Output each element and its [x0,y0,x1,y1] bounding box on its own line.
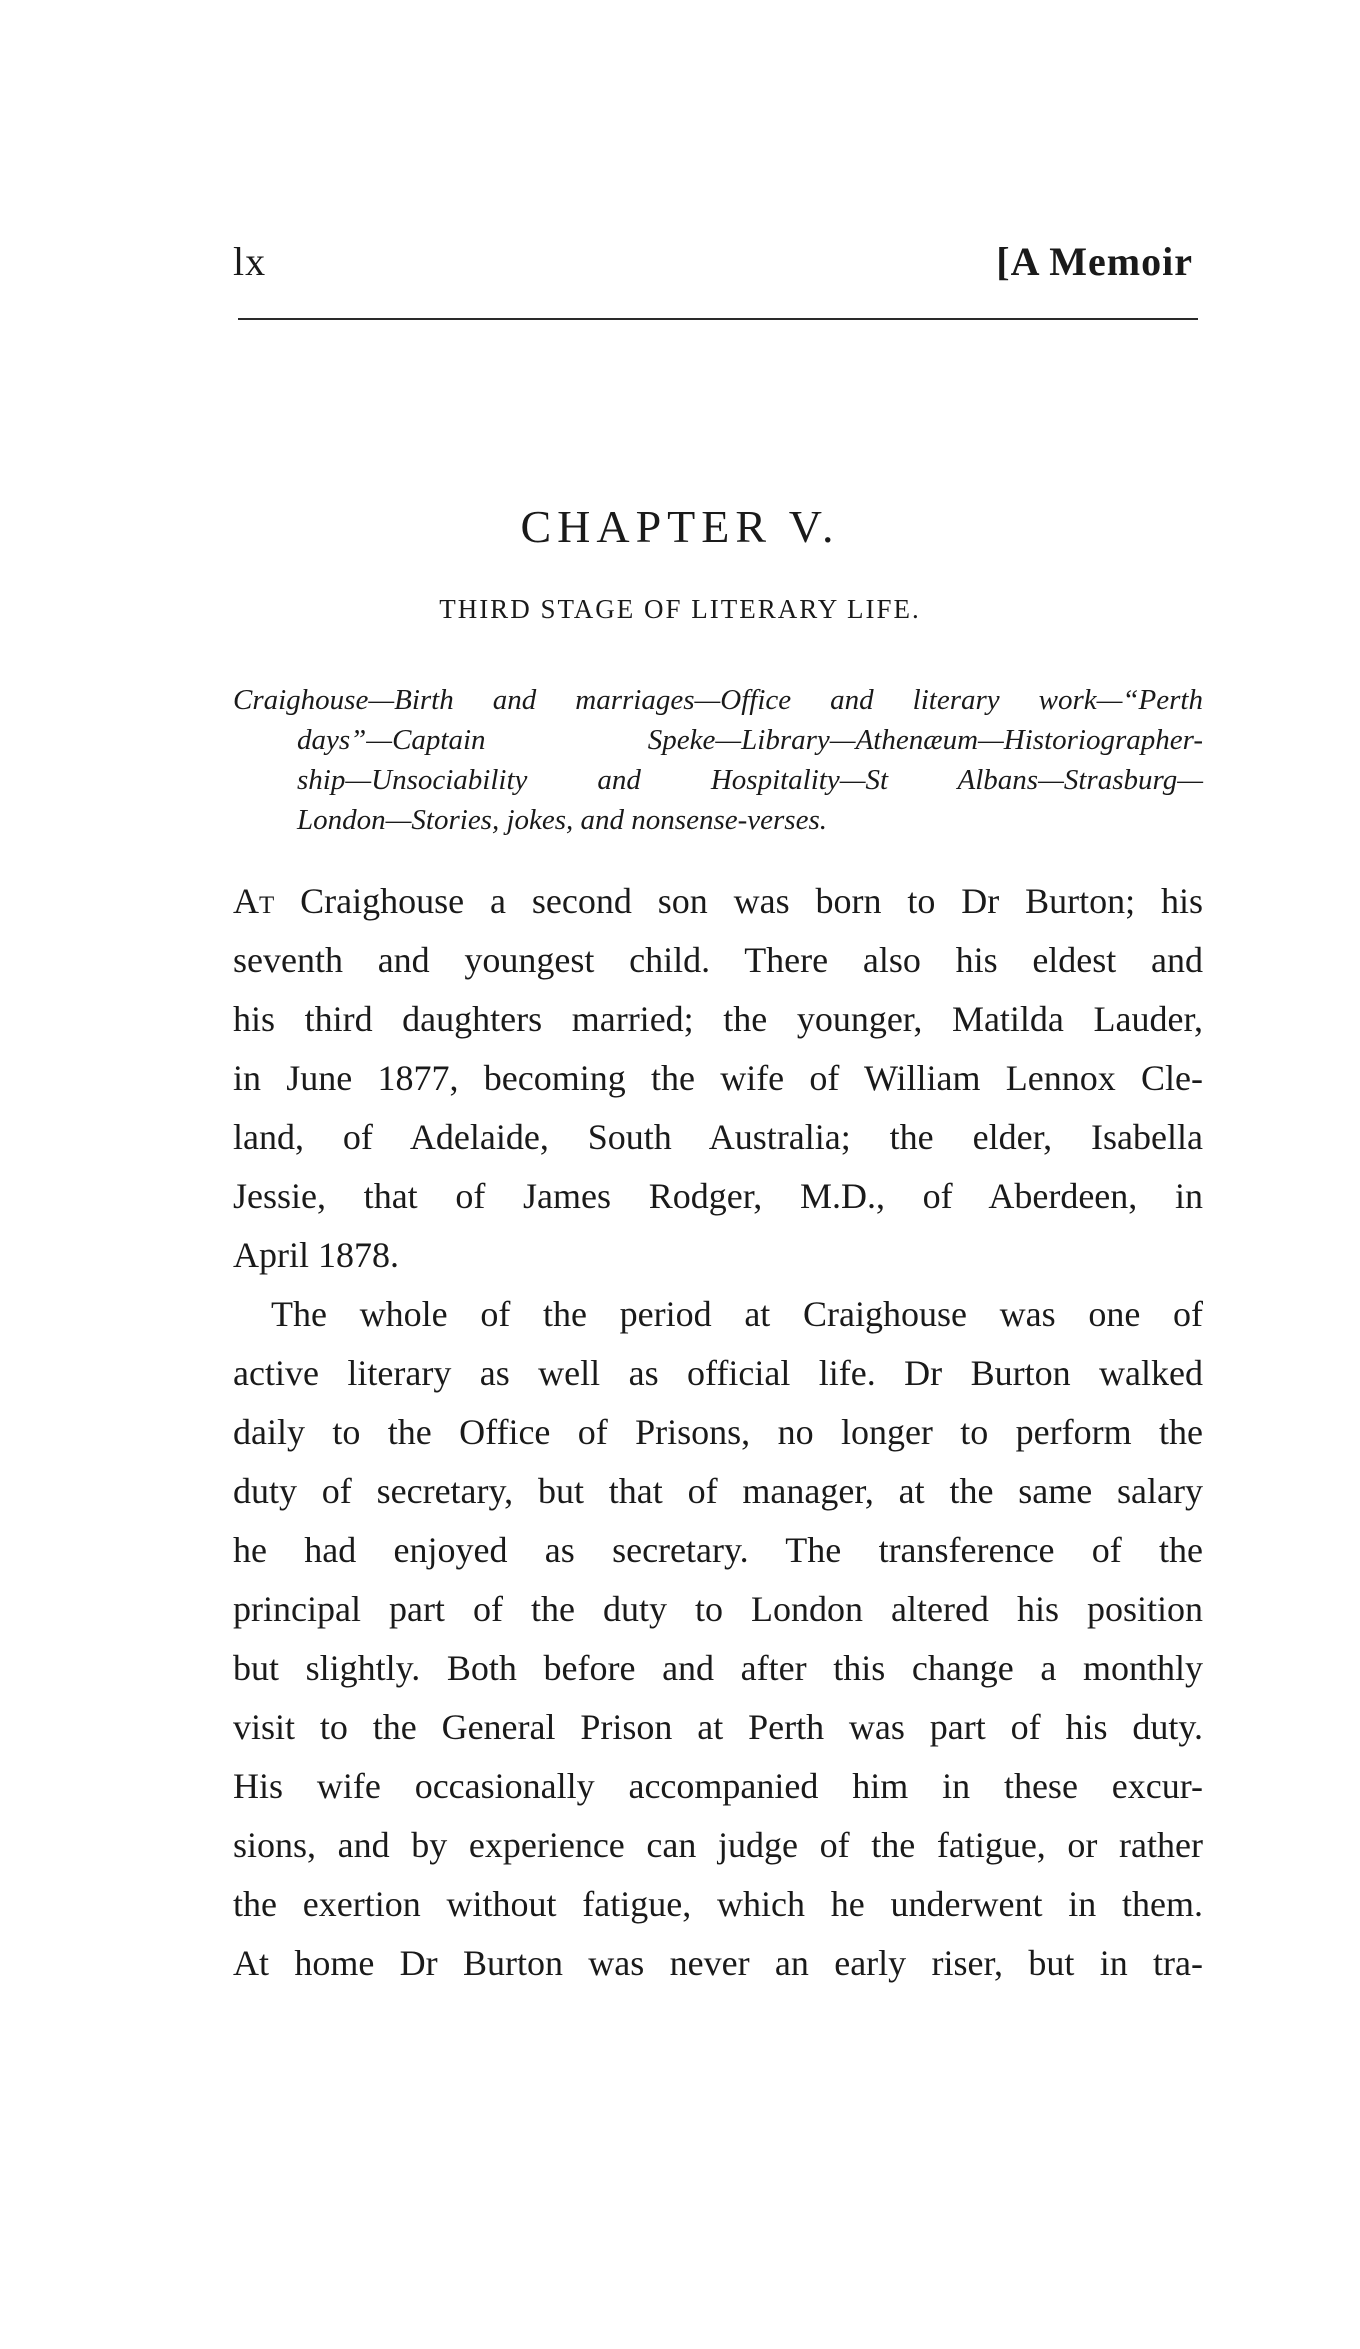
paragraph-line: At home Dr Burton was never an early riser, but in tra- [233,1943,1203,1983]
running-title: [A Memoir [996,239,1193,284]
paragraph-line: seventh and youngest child. There also his eldest and [233,940,1203,980]
paragraph-line: April 1878. [233,1235,399,1275]
paragraph-line: duty of secretary, but that of manager, at the same salary [233,1471,1203,1511]
line-text: Craighouse a second son was born to Dr Burton; his [274,881,1203,921]
header-rule [238,318,1198,320]
chapter-title: CHAPTER V. [520,501,840,552]
paragraph-line: The whole of the period at Craighouse was one of [271,1294,1203,1334]
paragraph-line: principal part of the duty to London altered his position [233,1589,1203,1629]
page-number: lx [233,239,267,284]
paragraph-line: land, of Adelaide, South Australia; the elder, Isabella [233,1117,1203,1157]
synopsis-line: ship—Unsociability and Hospitality—St Albans—Strasburg— [297,764,1203,796]
synopsis-line: Craighouse—Birth and marriages—Office and literary work—“Perth [233,684,1203,716]
paragraph-line: Jessie, that of James Rodger, M.D., of Aberdeen, in [233,1176,1203,1216]
paragraph-line: active literary as well as official life. Dr Burton walked [233,1353,1203,1393]
paragraph-line: but slightly. Both before and after this change a monthly [233,1648,1203,1688]
body-text [233,872,1203,1993]
chapter-subtitle: THIRD STAGE OF LITERARY LIFE. [439,594,921,624]
running-head [233,238,1193,298]
paragraph-line: His wife occasionally accompanied him in these excur- [233,1766,1203,1806]
synopsis-line: days”—Captain Speke—Library—Athenæum—Historiographer- [297,724,1203,756]
paragraph-line: in June 1877, becoming the wife of William Lennox Cle- [233,1058,1203,1098]
chapter-synopsis [233,680,1203,840]
paragraph-line: visit to the General Prison at Perth was part of his duty. [233,1707,1203,1747]
paragraph-line: he had enjoyed as secretary. The transference of the [233,1530,1203,1570]
paragraph-line: the exertion without fatigue, which he underwent in them. [233,1884,1203,1924]
paragraph-line: sions, and by experience can judge of the fatigue, or rather [233,1825,1203,1865]
opening-words: At [233,881,275,921]
paragraph-line [233,872,1203,931]
paragraph-line: his third daughters married; the younger, Matilda Lauder, [233,999,1203,1039]
synopsis-line: London—Stories, jokes, and nonsense-verses. [297,804,828,836]
paragraph-line: daily to the Office of Prisons, no longer to perform the [233,1412,1203,1452]
